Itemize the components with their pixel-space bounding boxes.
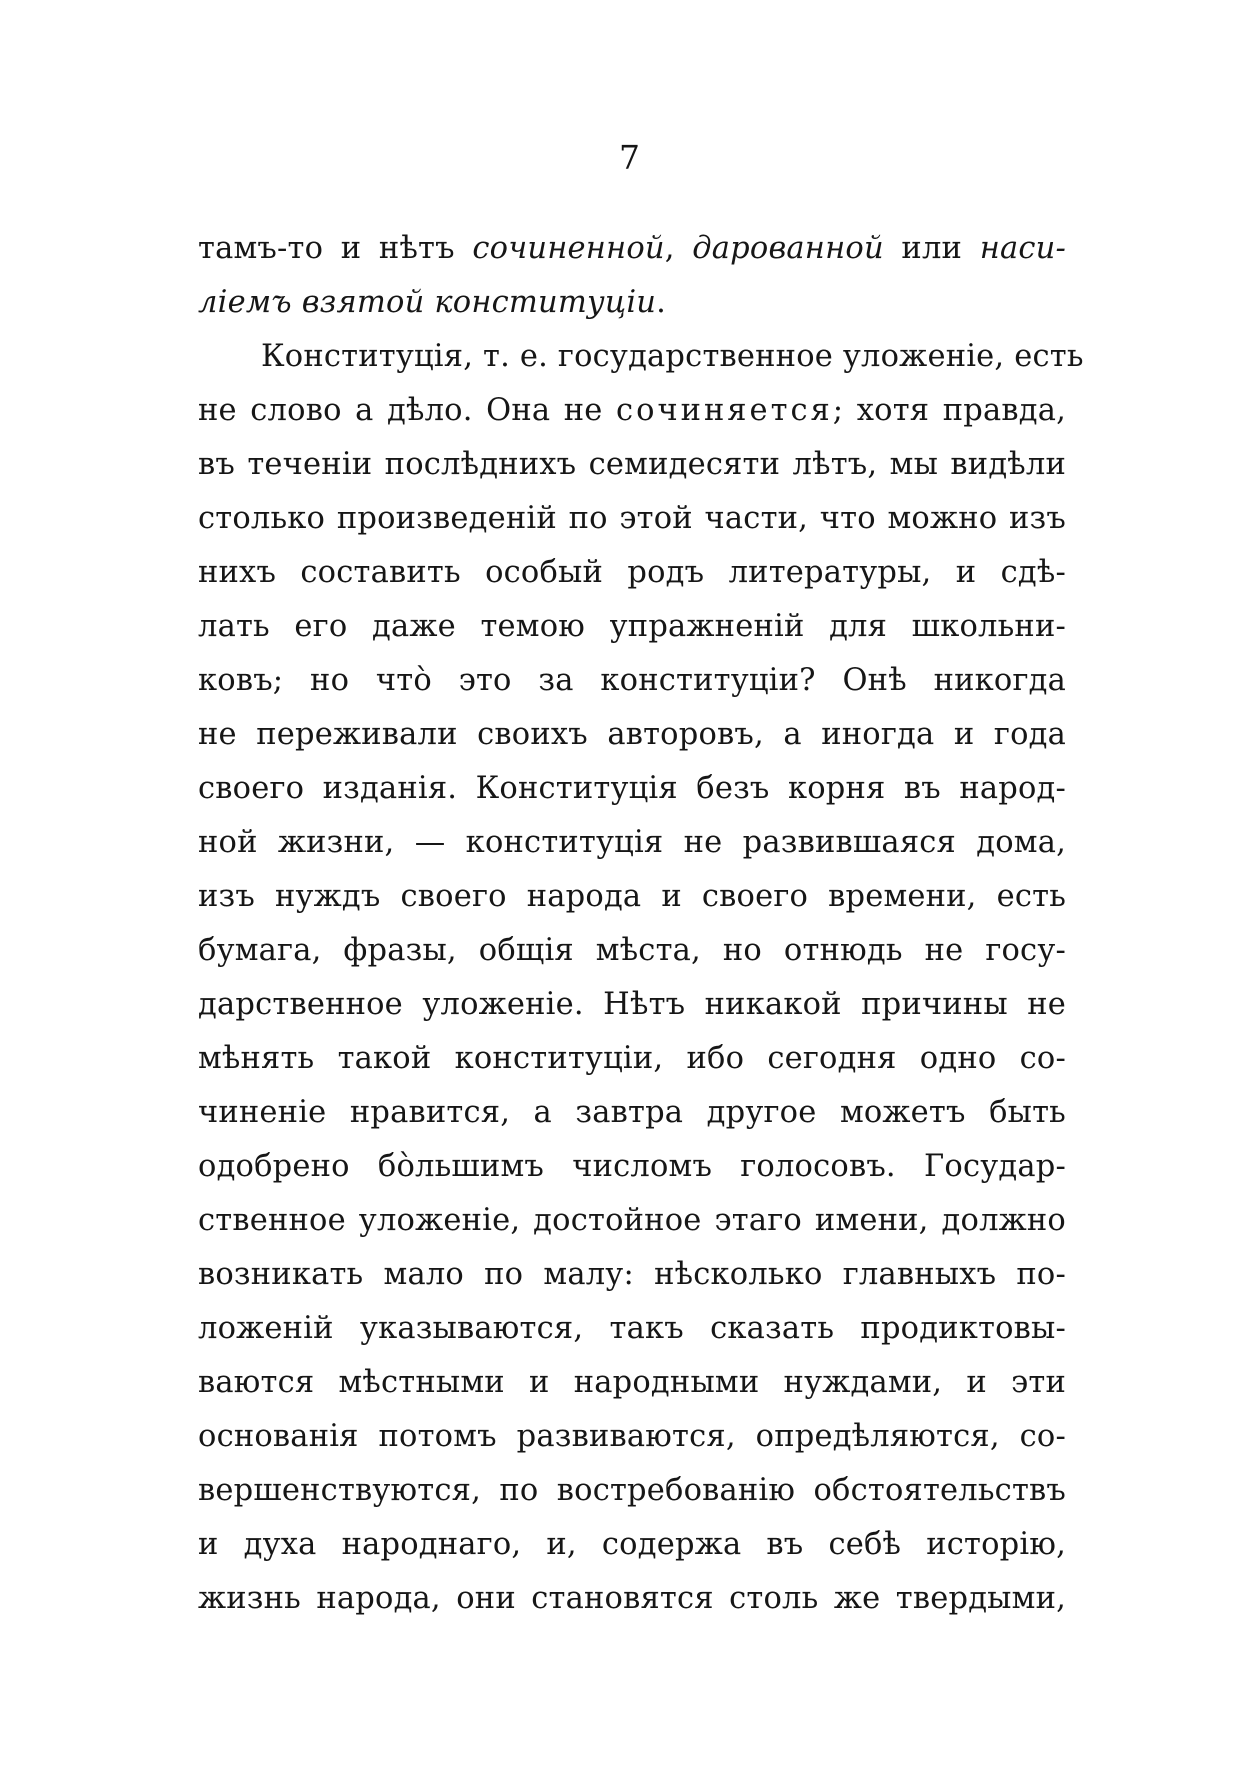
italic-text: наси- bbox=[979, 231, 1066, 266]
text-run: тамъ-то и нѣтъ bbox=[198, 231, 473, 266]
text-line: ственное уложеніе, достойное этаго имени, должно bbox=[198, 1203, 1066, 1238]
text-line: ложеній указываются, такъ сказать продиктовы- bbox=[198, 1311, 1066, 1346]
text-run: не слово а дѣло. Она не bbox=[198, 393, 617, 428]
text-line: одобрено бо̀льшимъ числомъ голосовъ. Государ- bbox=[198, 1149, 1066, 1184]
text-line: ваются мѣстными и народными нуждами, и эти bbox=[198, 1365, 1066, 1400]
text-run: или bbox=[883, 231, 980, 266]
text-run: , bbox=[664, 231, 693, 266]
text-line: изъ нуждъ своего народа и своего времени, есть bbox=[198, 879, 1066, 914]
text-run: ; хотя правда, bbox=[832, 393, 1066, 428]
text-line: чиненіе нравится, а завтра другое можетъ быть bbox=[198, 1095, 1066, 1130]
text-line: столько произведеній по этой части, что можно изъ bbox=[198, 501, 1066, 536]
text-line-3: Конституція, т. е. государственное уложеніе, есть bbox=[261, 339, 1084, 374]
text-line: своего изданія. Конституція безъ корня въ народ- bbox=[198, 771, 1066, 806]
text-line: вершенствуются, по востребованію обстоятельствъ bbox=[198, 1473, 1066, 1508]
text-line: основанія потомъ развиваются, опредѣляются, со- bbox=[198, 1419, 1066, 1454]
text-block bbox=[198, 222, 1084, 1626]
text-line: не переживали своихъ авторовъ, а иногда и года bbox=[198, 717, 1066, 752]
italic-text: сочиненной bbox=[472, 231, 665, 266]
italic-text: дарованной bbox=[692, 231, 884, 266]
text-line: ковъ; но что̀ это за конституціи? Онѣ никогда bbox=[198, 663, 1066, 698]
text-line-4 bbox=[198, 384, 1066, 438]
text-line: нихъ составить особый родъ литературы, и сдѣ- bbox=[198, 555, 1066, 590]
text-line-1 bbox=[198, 222, 1066, 276]
text-line: дарственное уложеніе. Нѣтъ никакой причины не bbox=[198, 987, 1066, 1022]
text-line: ной жизни, — конституція не развившаяся дома, bbox=[198, 825, 1066, 860]
text-line: возникать мало по малу: нѣсколько главныхъ по- bbox=[198, 1257, 1066, 1292]
text-run: . bbox=[656, 285, 667, 320]
italic-text: ліемъ взятой конституціи bbox=[198, 285, 657, 320]
text-line: мѣнять такой конституціи, ибо сегодня одно со- bbox=[198, 1041, 1066, 1076]
text-line: лать его даже темою упражненій для школьни- bbox=[198, 609, 1066, 644]
text-line: бумага, фразы, общія мѣста, но отнюдь не госу- bbox=[198, 933, 1066, 968]
text-line: и духа народнаго, и, содержа въ себѣ исторію, bbox=[198, 1527, 1066, 1562]
text-line-2 bbox=[198, 276, 1066, 330]
text-line: жизнь народа, они становятся столь же твердыми, bbox=[198, 1581, 1066, 1616]
spaced-text: сочиняется bbox=[616, 393, 833, 428]
page-number: 7 bbox=[619, 138, 640, 177]
text-line: въ теченіи послѣднихъ семидесяти лѣтъ, мы видѣли bbox=[198, 447, 1066, 482]
